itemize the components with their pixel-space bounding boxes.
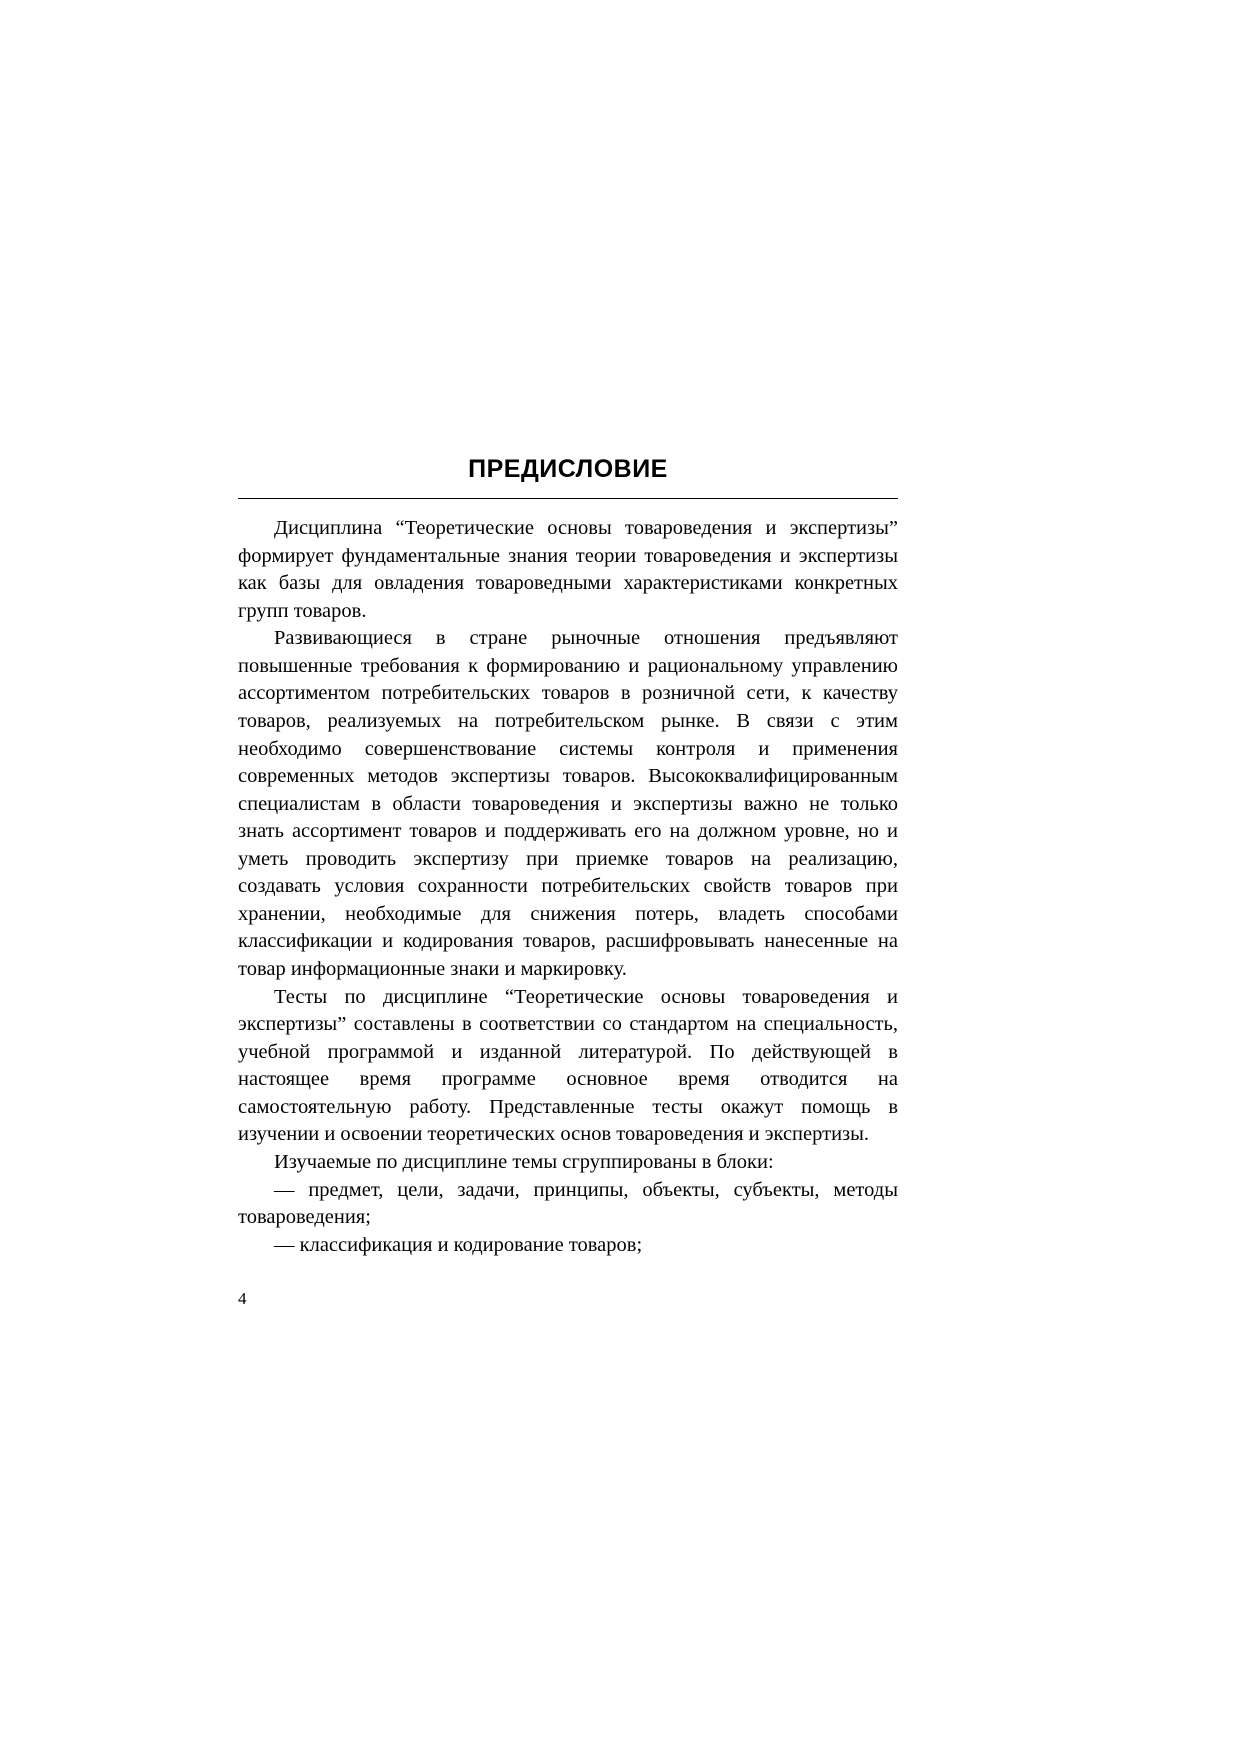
- paragraph-3: Тесты по дисциплине “Теоретические основы товароведения и экспертизы” составлены в соответствии со стандартом на специальность, учебной программой и изданной литературой. По действующей в настоящее время программе основное время отводится на самостоятельную работу. Представленные тесты окажут помощь в изучении и освоении теоретических основ товароведения и экспертизы.: [238, 985, 898, 1146]
- page-content: [238, 455, 898, 1259]
- body-text: [238, 515, 898, 1259]
- page-number: 4: [238, 1289, 247, 1308]
- paragraph-2: Развивающиеся в стране рыночные отношения предъявляют повышенные требования к формированию и рациональному управлению ассортиментом потребительских товаров в розничной сети, к качеству товаров, реализуемых на потребительском рынке. В связи с этим необходимо совершенствование системы контроля и применения современных методов экспертизы товаров. Высококвалифицированным специалистам в области товароведения и экспертизы важно не только знать ассортимент товаров и поддерживать его на должном уровне, но и уметь проводить экспертизу при приемке товаров на реализацию, создавать условия сохранности потребительских свойств товаров при хранении, необходимые для снижения потерь, владеть способами классификации и кодирования товаров, расшифровывать нанесенные на товар информационные знаки и маркировку.: [238, 627, 898, 980]
- paragraph-1: Дисциплина “Теоретические основы товароведения и экспертизы” формирует фундаментальные знания теории товароведения и экспертизы как базы для овладения товароведными характеристиками конкретных групп товаров.: [238, 517, 898, 622]
- page-title: ПРЕДИСЛОВИЕ: [468, 455, 668, 483]
- list-item-1: — предмет, цели, задачи, принципы, объекты, субъекты, методы товароведения;: [238, 1178, 898, 1229]
- title-divider: [238, 498, 898, 499]
- list-item-2: — классификация и кодирование товаров;: [274, 1233, 643, 1256]
- paragraph-4: Изучаемые по дисциплине темы сгруппированы в блоки:: [274, 1150, 774, 1173]
